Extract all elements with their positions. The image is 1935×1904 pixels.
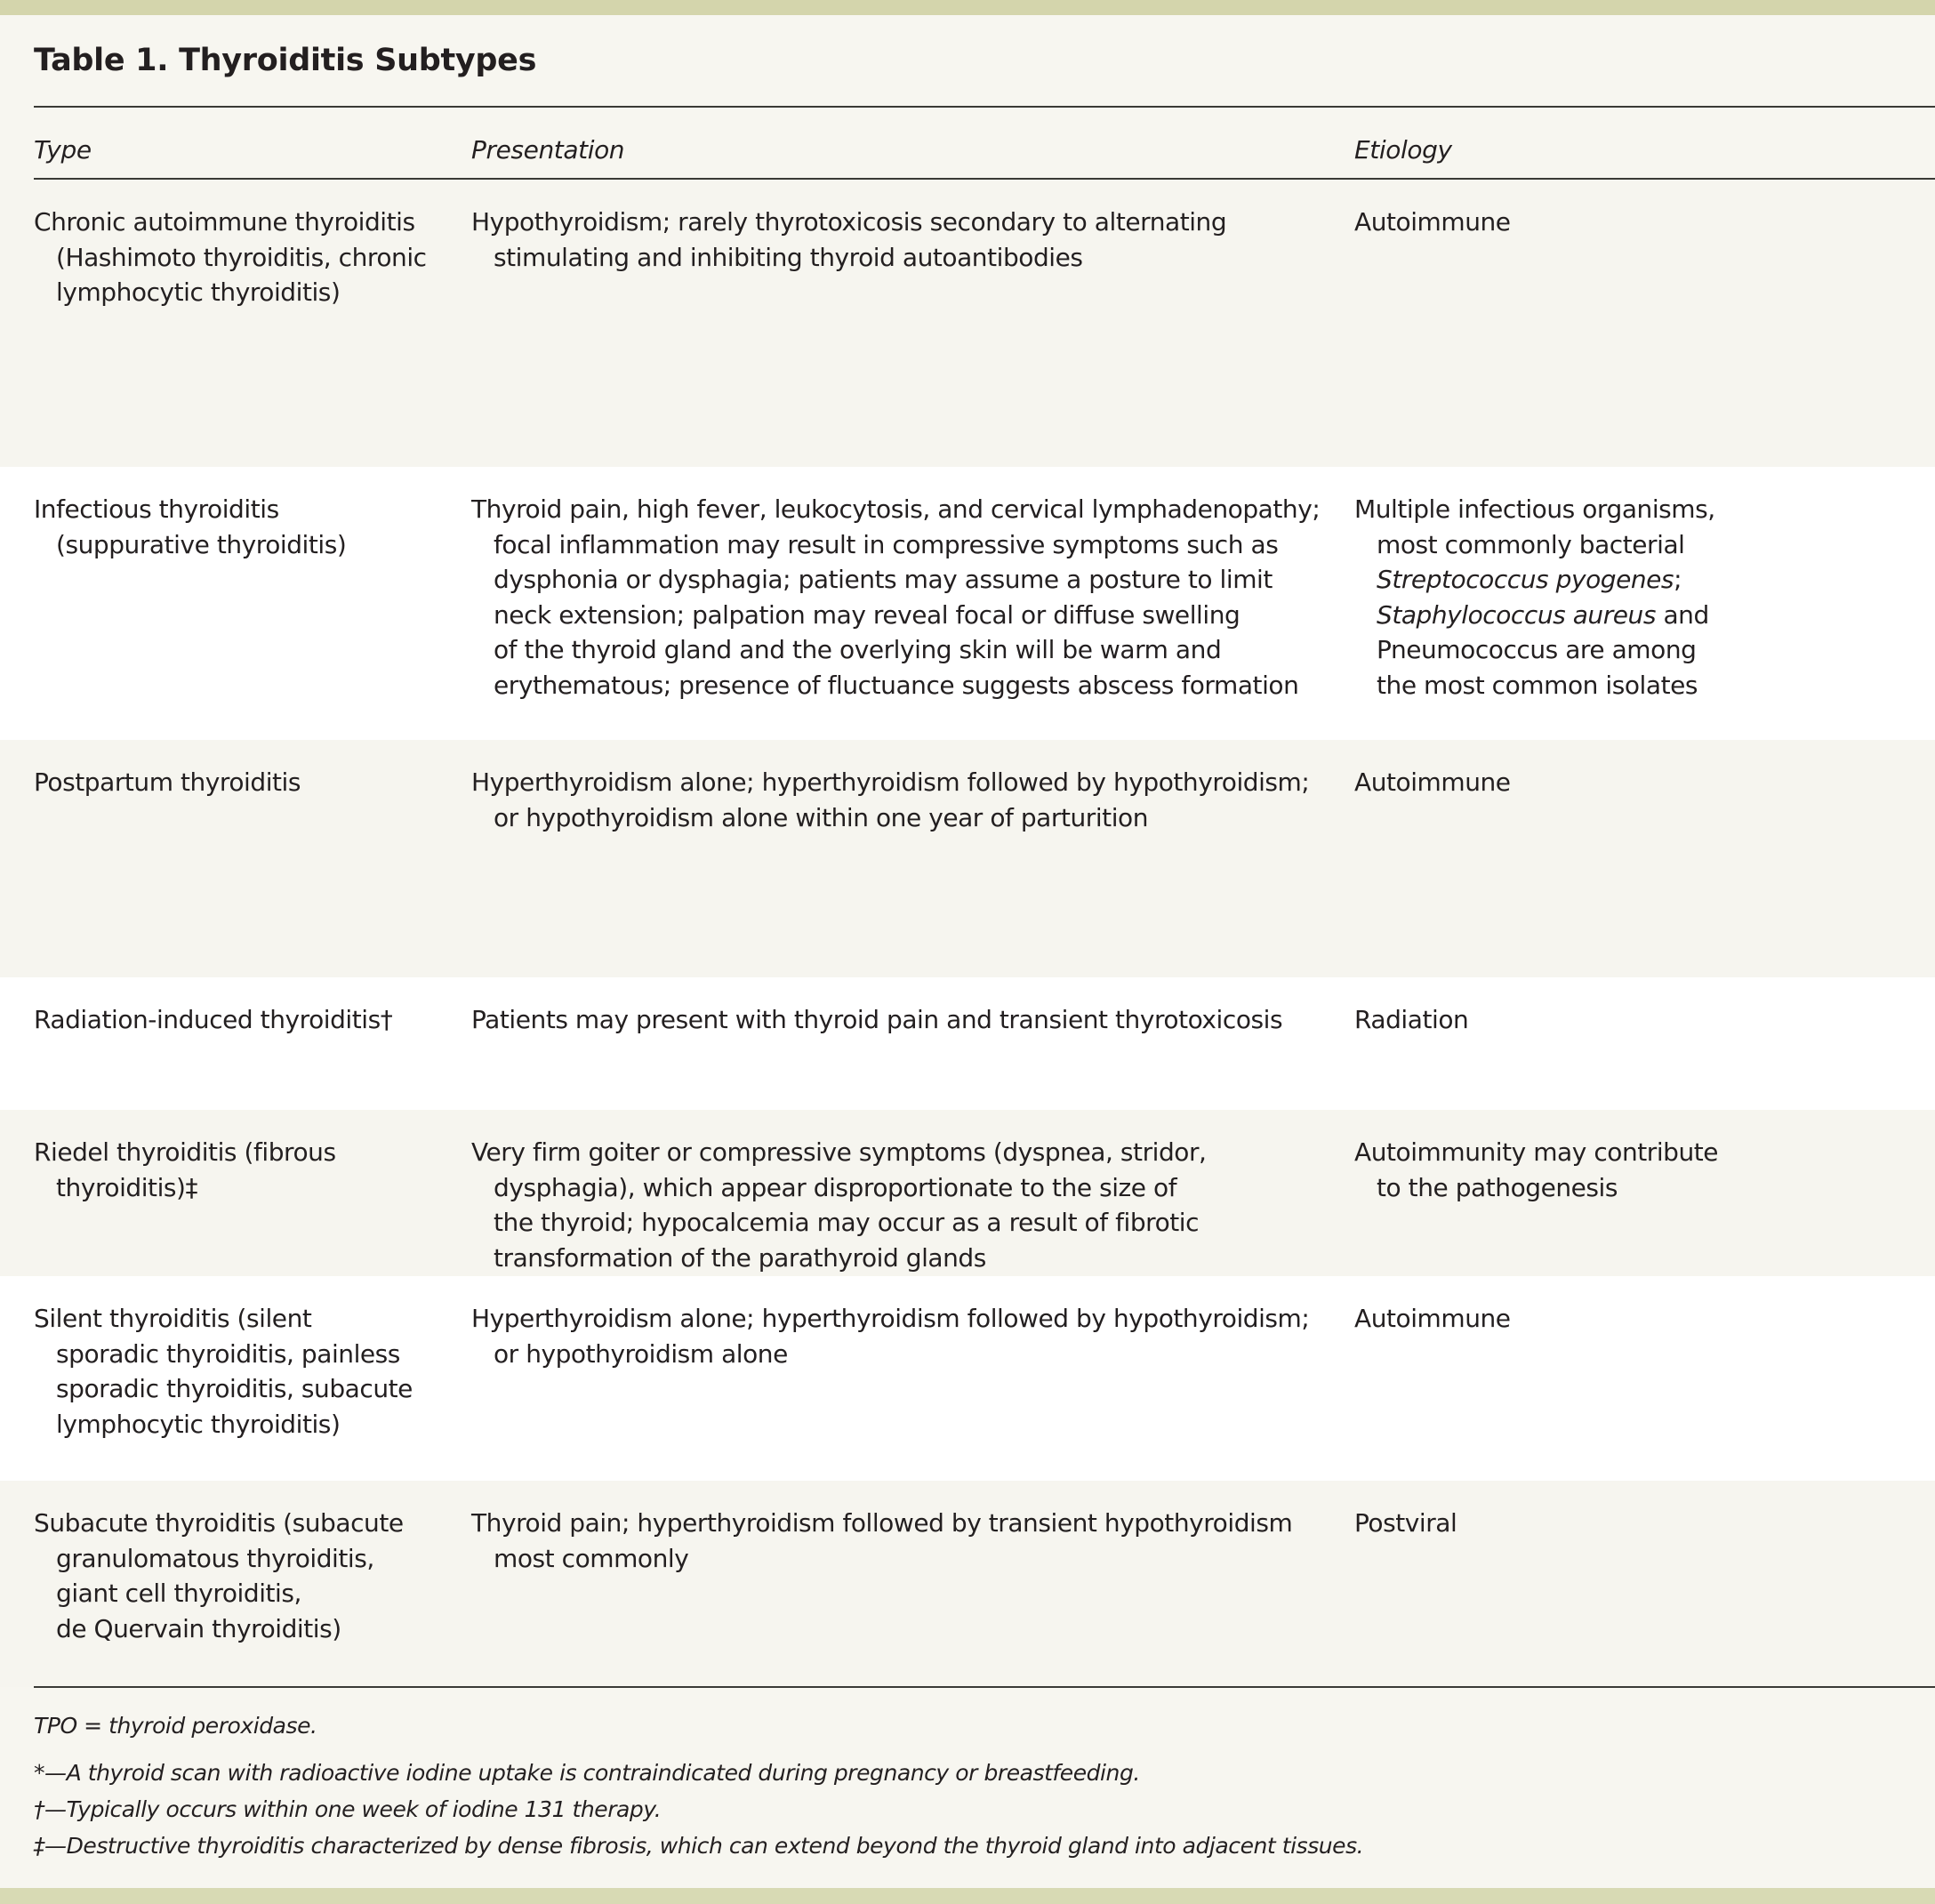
table-title: Table 1. Thyroiditis Subtypes [34,43,537,78]
text-segment: Autoimmune [1354,207,1511,237]
table-row [0,467,1935,740]
cell-line: Hyperthyroidism alone; hyperthyroidism followed by hypothyroidism; [471,1304,1310,1333]
cell-line [1354,205,1906,240]
cell-line: the thyroid; hypocalcemia may occur as a result of fibrotic [494,1208,1200,1237]
cell-type [34,765,452,800]
text-segment: most commonly bacterial [1377,529,1685,559]
cell-presentation [471,1002,1338,1038]
cell-line: (Hashimoto thyroiditis, chronic [56,242,427,272]
cell-etiology [1354,1301,1906,1337]
cell-etiology [1354,205,1906,240]
cell-line: or hypothyroidism alone within one year of parturition [494,802,1149,832]
cell-line: dysphagia), which appear disproportionate to the size of [494,1172,1177,1202]
cell-line [1354,1301,1906,1337]
cell-type [34,1301,452,1442]
cell-line: (suppurative thyroiditis) [56,529,347,559]
footnote-asterisk: *—A thyroid scan with radioactive iodine uptake is contraindicated during pregnancy or breastfeeding. [34,1760,1140,1786]
cell-line: focal inflammation may result in compressive symptoms such as [494,529,1279,559]
text-segment: to the pathogenesis [1377,1172,1618,1202]
table-footnotes [34,1707,1901,1864]
organism-name: Staphylococcus aureus [1377,599,1656,630]
table-row [0,180,1935,467]
cell-line [1354,562,1906,598]
cell-line: lymphocytic thyroiditis) [56,277,341,307]
cell-line: Postpartum thyroiditis [34,767,301,797]
table-bottom-rule [34,1686,1935,1688]
cell-line [1354,1135,1906,1170]
cell-line: Silent thyroiditis (silent [34,1304,312,1333]
cell-line: thyroiditis)‡ [56,1172,198,1202]
cell-line: Thyroid pain, high fever, leukocytosis, and cervical lymphadenopathy; [471,494,1321,524]
cell-etiology [1354,1135,1906,1205]
top-accent-band [0,0,1935,15]
cell-line: sporadic thyroiditis, subacute [56,1374,413,1403]
cell-line [1354,527,1906,563]
cell-type [34,1135,452,1205]
column-header-presentation: Presentation [471,135,625,165]
cell-line: Subacute thyroiditis (subacute [34,1508,404,1538]
bottom-accent-band [0,1888,1935,1904]
cell-line: Riedel thyroiditis (fibrous [34,1137,336,1167]
cell-line: Thyroid pain; hyperthyroidism followed by transient hypothyroidism [471,1508,1293,1538]
cell-line [1354,1170,1906,1206]
text-segment: Pneumococcus are among [1377,635,1697,664]
footnote-dagger: †—Typically occurs within one week of iodine 131 therapy. [34,1796,662,1822]
cell-presentation [471,492,1338,703]
cell-line [1354,598,1906,633]
cell-line: Chronic autoimmune thyroiditis [34,207,415,237]
text-segment: the most common isolates [1377,670,1698,700]
organism-name: Streptococcus pyogenes [1377,565,1674,594]
cell-line [1354,1506,1906,1541]
cell-line: giant cell thyroiditis, [56,1579,301,1608]
cell-line [1354,492,1906,527]
cell-line: lymphocytic thyroiditis) [56,1409,341,1439]
cell-line [1354,1002,1906,1038]
cell-line [1354,632,1906,668]
text-segment: and [1656,599,1709,630]
column-header-type: Type [34,135,92,165]
cell-line: of the thyroid gland and the overlying skin will be warm and [494,635,1222,664]
cell-line: Infectious thyroiditis [34,494,279,524]
table-header-row [0,135,1935,171]
table-body [0,180,1935,1687]
cell-line: neck extension; palpation may reveal focal or diffuse swelling [494,599,1240,630]
column-header-etiology: Etiology [1354,135,1452,165]
cell-line: sporadic thyroiditis, painless [56,1338,400,1369]
cell-etiology [1354,1506,1906,1541]
cell-line: most commonly [494,1543,689,1573]
cell-line: stimulating and inhibiting thyroid autoantibodies [494,242,1083,272]
cell-line: erythematous; presence of fluctuance suggests abscess formation [494,670,1299,700]
cell-line: dysphonia or dysphagia; patients may assume a posture to limit [494,565,1273,594]
table-row [0,977,1935,1110]
cell-line: or hypothyroidism alone [494,1338,788,1369]
cell-etiology [1354,1002,1906,1038]
cell-type [34,205,452,310]
footnote-double-dagger: ‡—Destructive thyroiditis characterized by dense fibrosis, which can extend beyond the thyroid gland into adjacent tissues. [34,1833,1364,1859]
cell-line: Hyperthyroidism alone; hyperthyroidism followed by hypothyroidism; [471,767,1310,797]
table-row [0,740,1935,977]
table-row [0,1110,1935,1276]
cell-etiology [1354,765,1906,800]
cell-line: Radiation-induced thyroiditis† [34,1005,393,1034]
text-segment: Multiple infectious organisms, [1354,494,1715,524]
cell-line: Patients may present with thyroid pain and transient thyrotoxicosis [471,1005,1283,1034]
cell-line: de Quervain thyroiditis) [56,1613,341,1643]
cell-presentation [471,1135,1338,1275]
text-segment: Autoimmunity may contribute [1354,1137,1719,1167]
text-segment: Autoimmune [1354,767,1511,797]
cell-presentation [471,1506,1338,1576]
cell-line: Hypothyroidism; rarely thyrotoxicosis secondary to alternating [471,207,1227,237]
table-row [0,1481,1935,1687]
table-row [0,1276,1935,1481]
cell-type [34,492,452,562]
cell-etiology [1354,492,1906,703]
cell-line: granulomatous thyroiditis, [56,1543,374,1573]
text-segment: Autoimmune [1354,1304,1511,1333]
cell-presentation [471,1301,1338,1371]
text-segment: Postviral [1354,1508,1457,1538]
cell-line [1354,668,1906,703]
text-segment: ; [1674,565,1682,594]
cell-line [1354,765,1906,800]
cell-line: Very firm goiter or compressive symptoms (dyspnea, stridor, [471,1137,1207,1167]
cell-type [34,1506,452,1646]
text-segment: Radiation [1354,1005,1469,1034]
cell-type [34,1002,452,1038]
title-rule [34,106,1935,108]
footnote-abbreviation: TPO = thyroid peroxidase. [34,1713,317,1739]
cell-presentation [471,205,1338,275]
cell-line: transformation of the parathyroid glands [494,1242,986,1273]
cell-presentation [471,765,1338,835]
